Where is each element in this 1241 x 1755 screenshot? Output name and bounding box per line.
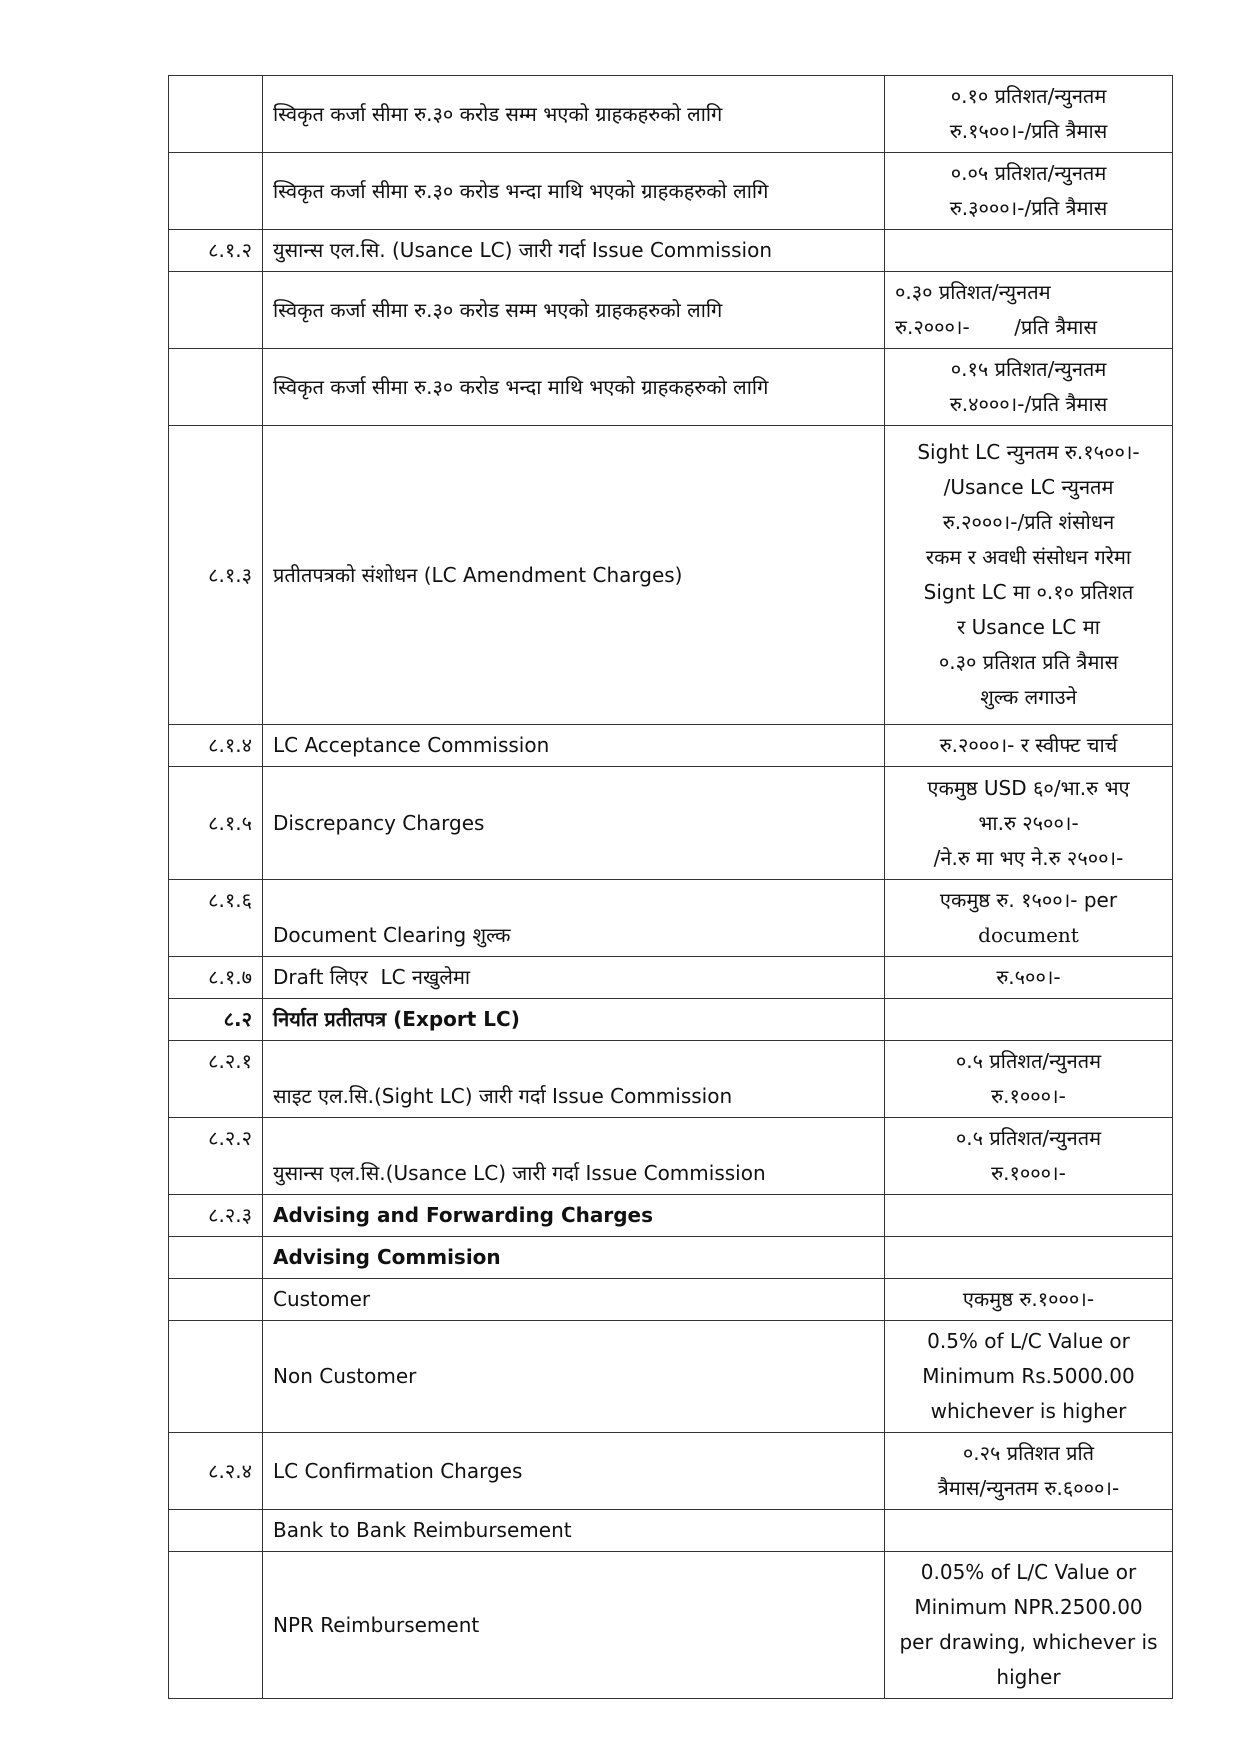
row-number [169,1321,263,1433]
row-description: स्विकृत कर्जा सीमा रु.३० करोड सम्म भएको ग्राहकहरुको लागि [263,76,885,153]
row-description: स्विकृत कर्जा सीमा रु.३० करोड सम्म भएको ग्राहकहरुको लागि [263,272,885,349]
charge-line: रु.२०००।- र स्वीफ्ट चार्च [939,733,1118,757]
table-row [169,880,1173,957]
table-row [169,999,1173,1041]
row-description: Advising and Forwarding Charges [263,1195,885,1237]
row-charge [885,1552,1173,1699]
charge-line: ०.१० प्रतिशत/न्युनतम [950,84,1107,108]
charge-line: higher [996,1665,1061,1689]
charge-line: एकमुष्ठ रु. १५००।- per [939,888,1118,912]
row-description: Document Clearing शुल्क [263,880,885,957]
charge-line: /Usance LC न्युनतम [943,475,1114,499]
table-row [169,153,1173,230]
row-number [169,1279,263,1321]
row-charge [885,426,1173,725]
row-charge [885,999,1173,1041]
row-charge [885,230,1173,272]
row-charge [885,767,1173,880]
table-row [169,1279,1173,1321]
row-description: Customer [263,1279,885,1321]
row-description: प्रतीतपत्रको संशोधन (LC Amendment Charges) [263,426,885,725]
charge-line: रु.१०००।- [991,1084,1066,1108]
row-number [169,1510,263,1552]
row-description: LC Confirmation Charges [263,1433,885,1510]
row-description: Draft लिएर LC नखुलेमा [263,957,885,999]
table-row [169,1195,1173,1237]
row-number [169,349,263,426]
row-number [169,272,263,349]
charge-line: एकमुष्ठ USD ६०/भा.रु भए [927,775,1130,800]
row-number: ८.१.२ [169,230,263,272]
row-number: ८.१.४ [169,725,263,767]
table-row [169,1041,1173,1118]
row-charge [885,880,1173,957]
row-description: Advising Commision [263,1237,885,1279]
row-charge [885,725,1173,767]
table-row [169,426,1173,725]
table-row [169,230,1173,272]
charge-line: ०.३० प्रतिशत प्रति त्रैमास [938,650,1119,674]
charge-line: Sight LC न्युनतम रु.१५००।- [917,440,1140,464]
section-heading: निर्यात प्रतीतपत्र (Export LC) [263,999,885,1041]
charge-line: रु.२०००।- /प्रति त्रैमास [895,315,1097,339]
row-description: स्विकृत कर्जा सीमा रु.३० करोड भन्दा माथि भएको ग्राहकहरुको लागि [263,349,885,426]
charge-line: ०.५ प्रतिशत/न्युनतम [955,1049,1102,1073]
fee-schedule-table [168,75,1173,1699]
section-number: ८.२ [169,999,263,1041]
table-row [169,1433,1173,1510]
charge-line: रकम र अवधी संसोधन गरेमा [925,545,1132,569]
row-number: ८.२.४ [169,1433,263,1510]
row-description: Discrepancy Charges [263,767,885,880]
charge-line: शुल्क लगाउने [980,685,1077,709]
charge-line: त्रैमास/न्युनतम रु.६०००।- [937,1476,1120,1500]
row-charge [885,1510,1173,1552]
charge-line: रु.४०००।-/प्रति त्रैमास [949,392,1108,416]
charge-line: रु.५००।- [996,965,1061,989]
charge-line: रु.२०००।-/प्रति शंसोधन [942,510,1115,534]
row-charge [885,76,1173,153]
row-description: NPR Reimbursement [263,1552,885,1699]
table-row [169,1237,1173,1279]
row-number: ८.१.५ [169,767,263,880]
table-row [169,76,1173,153]
row-charge [885,1118,1173,1195]
row-description: युसान्स एल.सि. (Usance LC) जारी गर्दा Issue Commission [263,230,885,272]
charge-line: Minimum Rs.5000.00 [922,1364,1135,1388]
charge-line: भा.रु २५००।- [978,810,1079,835]
row-description: साइट एल.सि.(Sight LC) जारी गर्दा Issue Commission [263,1041,885,1118]
charge-line: रु.१५००।-/प्रति त्रैमास [949,119,1108,143]
row-description: Non Customer [263,1321,885,1433]
row-description: Bank to Bank Reimbursement [263,1510,885,1552]
charge-line: ०.२५ प्रतिशत प्रति [962,1441,1095,1465]
row-number: ८.१.६ [169,880,263,957]
charge-line: ०.५ प्रतिशत/न्युनतम [955,1126,1102,1150]
charge-line: ०.३० प्रतिशत/न्युनतम [895,280,1051,304]
row-number: ८.१.३ [169,426,263,725]
charge-line: Minimum NPR.2500.00 [914,1595,1143,1619]
charge-line: एकमुष्ठ रु.१०००।- [962,1287,1095,1311]
row-charge [885,1279,1173,1321]
charge-line: ०.१५ प्रतिशत/न्युनतम [950,357,1107,381]
charge-line: रु.१०००।- [991,1161,1066,1185]
table-row [169,1510,1173,1552]
charge-line: ०.०५ प्रतिशत/न्युनतम [950,161,1107,185]
row-charge [885,1321,1173,1433]
charge-line: Signt LC मा ०.१० प्रतिशत [923,580,1134,604]
table-row [169,1321,1173,1433]
row-charge [885,272,1173,349]
row-number [169,76,263,153]
table-row [169,957,1173,999]
row-charge [885,1195,1173,1237]
row-number: ८.२.२ [169,1118,263,1195]
row-description: LC Acceptance Commission [263,725,885,767]
row-charge [885,349,1173,426]
row-number [169,1237,263,1279]
table-row [169,725,1173,767]
row-charge [885,1433,1173,1510]
row-charge [885,153,1173,230]
charge-line: 0.05% of L/C Value or [920,1560,1137,1584]
charge-line: र Usance LC मा [957,615,1100,639]
row-description: स्विकृत कर्जा सीमा रु.३० करोड भन्दा माथि भएको ग्राहकहरुको लागि [263,153,885,230]
charge-line: /ने.रु मा भए ने.रु २५००।- [933,845,1124,870]
charge-line: 0.5% of L/C Value or [927,1329,1130,1353]
row-number [169,1552,263,1699]
table-row [169,349,1173,426]
row-description: युसान्स एल.सि.(Usance LC) जारी गर्दा Issue Commission [263,1118,885,1195]
table-row [169,272,1173,349]
table-row [169,767,1173,880]
row-charge [885,1237,1173,1279]
row-number: ८.२.१ [169,1041,263,1118]
charge-line: whichever is higher [930,1399,1127,1423]
charge-line: per drawing, whichever is [899,1630,1158,1654]
table-row [169,1552,1173,1699]
row-number: ८.२.३ [169,1195,263,1237]
row-charge [885,1041,1173,1118]
table-row [169,1118,1173,1195]
row-number: ८.१.७ [169,957,263,999]
charge-line: document [978,923,1079,947]
row-number [169,153,263,230]
charge-line: रु.३०००।-/प्रति त्रैमास [949,196,1108,220]
row-charge [885,957,1173,999]
